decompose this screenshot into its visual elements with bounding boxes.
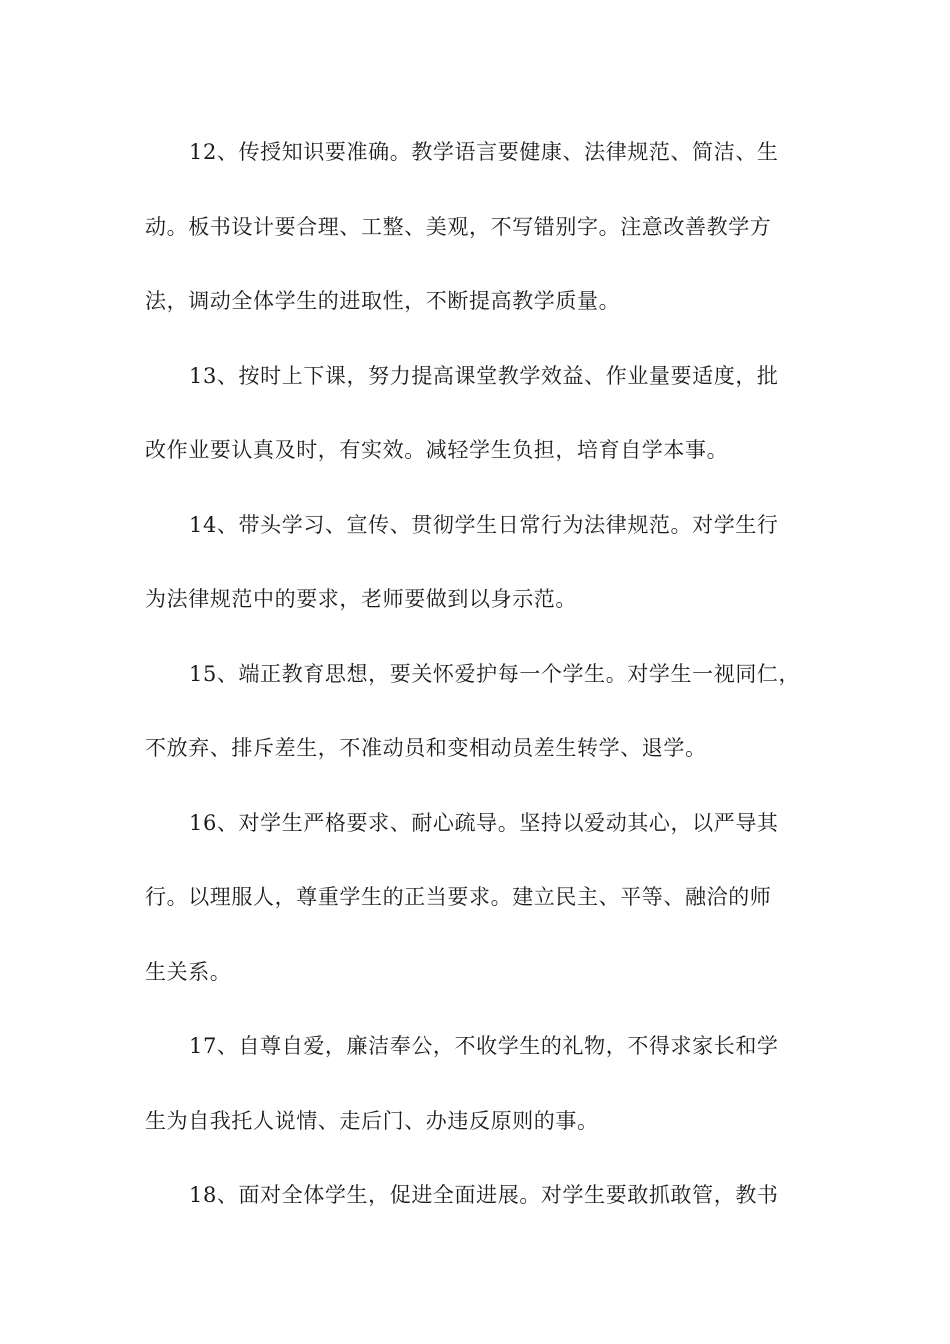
text-line: 13、按时上下课，努力提高课堂教学效益、作业量要适度，批 xyxy=(189,363,779,388)
text-line: 改作业要认真及时，有实效。减轻学生负担，培育自学本事。 xyxy=(145,438,729,462)
paragraph-18 xyxy=(145,1175,810,1250)
text-line: 16、对学生严格要求、耐心疏导。坚持以爱动其心，以严导其 xyxy=(189,810,779,835)
text-line: 生为自我托人说情、走后门、办违反原则的事。 xyxy=(145,1108,599,1133)
text-line: 15、端正教育思想，要关怀爱护每一个学生。对学生一视同仁， xyxy=(189,661,801,686)
text-line: 行。以理服人，尊重学生的正当要求。建立民主、平等、融洽的师 xyxy=(145,885,772,909)
paragraph-13 xyxy=(145,356,810,505)
document-body xyxy=(145,132,810,1250)
text-line: 17、自尊自爱，廉洁奉公，不收学生的礼物，不得求家长和学 xyxy=(189,1034,779,1058)
text-line: 法，调动全体学生的进取性，不断提高教学质量。 xyxy=(145,289,621,313)
text-line: 动。板书设计要合理、工整、美观，不写错别字。注意改善教学方 xyxy=(145,214,772,239)
text-line: 12、传授知识要准确。教学语言要健康、法律规范、简洁、生 xyxy=(189,140,779,164)
text-line: 为法律规范中的要求，老师要做到以身示范。 xyxy=(145,587,577,611)
paragraph-14 xyxy=(145,505,810,654)
text-line: 18、面对全体学生，促进全面进展。对学生要敢抓敢管，教书 xyxy=(189,1183,779,1207)
text-line: 生关系。 xyxy=(145,959,232,984)
paragraph-15 xyxy=(145,654,810,803)
paragraph-12 xyxy=(145,132,810,356)
paragraph-17 xyxy=(145,1026,810,1175)
paragraph-16 xyxy=(145,803,810,1027)
text-line: 不放弃、排斥差生，不准动员和变相动员差生转学、退学。 xyxy=(145,736,707,760)
text-line: 14、带头学习、宣传、贯彻学生日常行为法律规范。对学生行 xyxy=(189,512,779,537)
